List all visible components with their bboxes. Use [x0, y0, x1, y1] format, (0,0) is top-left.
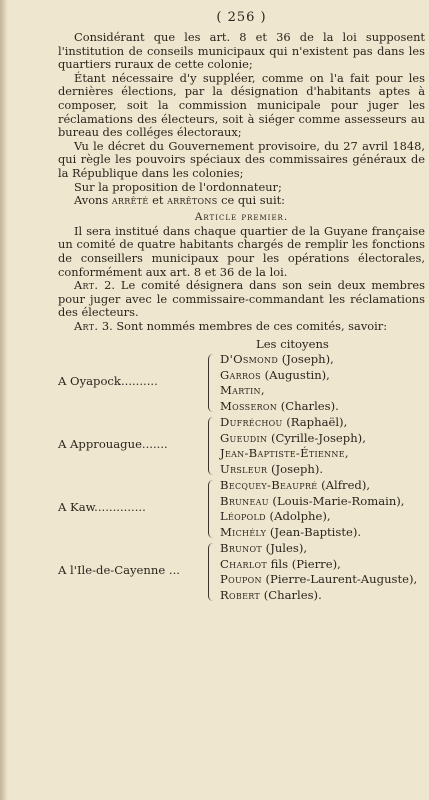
committee-list: [58, 352, 425, 603]
enacting-arrete: arrêté: [111, 193, 149, 208]
paragraph-proposition: Sur la proposition de l'ordonnateur;: [74, 179, 282, 194]
member-name: Gueudin (Cyrille-Joseph),: [220, 430, 366, 445]
member-name: Robert (Charles).: [220, 587, 322, 602]
page-number: ( 256 ): [216, 10, 267, 25]
citoyens-header: Les citoyens: [256, 337, 329, 352]
enacting-prefix: Avons: [74, 193, 112, 208]
district-label: A Approuague.......: [58, 437, 168, 452]
member-name: Bruneau (Louis-Marie-Romain),: [220, 493, 405, 508]
district-label: A Kaw..............: [58, 500, 146, 515]
committee-oyapock: [58, 352, 425, 414]
paragraph-considerant: Considérant que les art. 8 et 36 de la loi supposent l'institution de conseils municipaux qui n'existent pas dans les quartiers ruraux de cette colonie;: [58, 30, 425, 72]
binding-shadow: [0, 0, 8, 800]
paragraph-vu: Vu le décret du Gouvernement provisoire, du 27 avril 1848, qui règle les pouvoirs spéciaux des commissaires généraux de la République dans les colonies;: [58, 138, 425, 180]
brace: [208, 417, 215, 475]
article-2-text: 2. Le comité désignera dans son sein deux membres pour juger avec le commissaire-commandant les réclamations des électeurs.: [58, 278, 425, 320]
article-2: [58, 279, 425, 320]
committee-approuague: [58, 415, 425, 477]
member-name: Dufréchou (Raphaël),: [220, 415, 348, 430]
enacting-mid: et: [148, 193, 168, 208]
member-name: Charlot fils (Pierre),: [220, 556, 341, 571]
article-heading: Article premier.: [194, 210, 289, 223]
member-name: Ursleur (Joseph).: [220, 461, 324, 476]
committee-kaw: [58, 478, 425, 540]
article-1-text: Il sera institué dans chaque quartier de la Guyane française un comité de quatre habitants chargés de remplir les fonctions de conseillers municipaux pour les opérations électorales, conformément aux art. 8 et 36 de la loi.: [58, 223, 425, 279]
enacting-suffix: ce qui suit:: [217, 193, 286, 208]
member-name: Brunot (Jules),: [220, 541, 308, 556]
committee-ile-de-cayenne: [58, 541, 425, 603]
brace: [208, 543, 215, 601]
paragraph-etant: Étant nécessaire d'y suppléer, comme on l'a fait pour les dernières élections, par la désignation d'habitants aptes à composer, soit la commission municipale pour juger les réclamations des électeurs, soit à siéger comme assesseurs au bureau des colléges électoraux;: [58, 70, 425, 140]
member-name: Martin,: [220, 383, 265, 398]
member-name: Becquey-Beaupré (Alfred),: [220, 478, 371, 493]
article-2-label: Art.: [74, 278, 99, 293]
member-name: D'Osmond (Joseph),: [220, 352, 334, 367]
brace: [208, 354, 215, 412]
member-name: Léopold (Adolphe),: [220, 509, 331, 524]
member-name: Poupon (Pierre-Laurent-Auguste),: [220, 572, 418, 587]
district-label: A Oyapock..........: [58, 374, 158, 389]
article-3-label: Art.: [74, 318, 99, 333]
district-label: A l'Ile-de-Cayenne ...: [58, 563, 180, 578]
enacting-arretons: arrêtons: [167, 193, 218, 208]
member-name: Jean-Baptiste-Étienne,: [220, 446, 349, 461]
brace: [208, 480, 215, 538]
member-name: Mosseron (Charles).: [220, 398, 339, 413]
member-name: Garros (Augustin),: [220, 367, 330, 382]
enacting-clause: [58, 194, 425, 208]
article-3: [58, 320, 425, 334]
member-name: Michély (Jean-Baptiste).: [220, 524, 362, 539]
article-3-text: 3. Sont nommés membres de ces comités, savoir:: [98, 318, 388, 333]
